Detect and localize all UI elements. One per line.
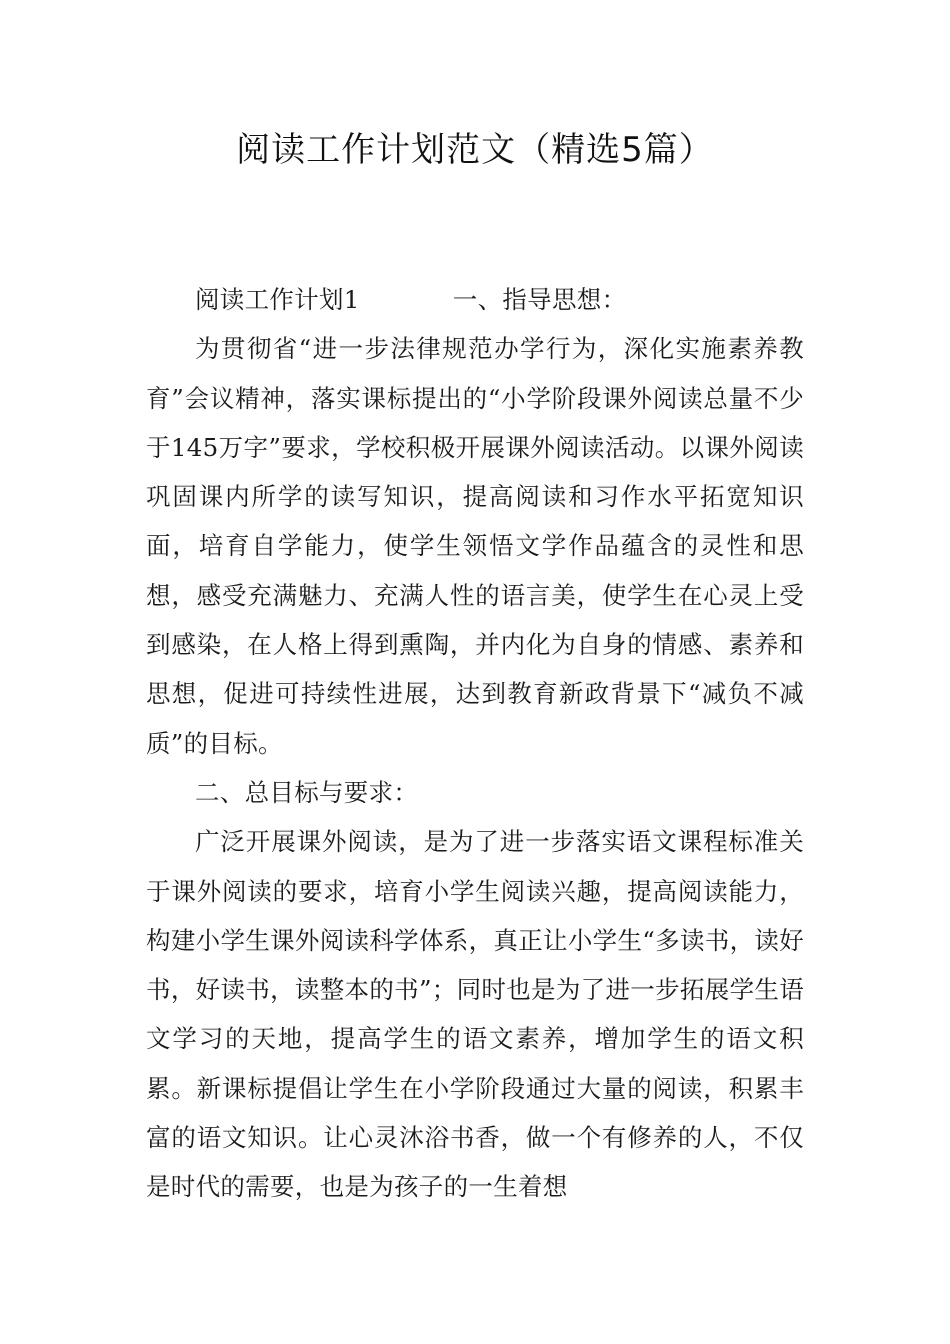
heading-guiding-ideology: 一、指导思想：	[452, 285, 627, 314]
heading-goals-requirements: 二、总目标与要求：	[195, 777, 419, 807]
paragraph-guiding-ideology: 为贯彻省“进一步法律规范办学行为，深化实施素养教育”会议精神，落实课标提出的“小学阶段课外阅读总量不少于145万字”要求，学校积极开展课外阅读活动。以课外阅读巩固课内所学的读写知识，提高阅读和习作水平拓宽知识面，培育自学能力，使学生领悟文学作品蕴含的灵性和思想，感受充满魅力、充满人性的语言美，使学生在心灵上受到感染，在人格上得到熏陶，并内化为自身的情感、素养和思想，促进可持续性进展，达到教育新政背景下“减负不减质”的目标。	[146, 334, 804, 758]
document-title: 阅读工作计划范文（精选5篇）	[236, 130, 714, 170]
section1-label: 阅读工作计划1	[195, 285, 360, 314]
section1-intro-line	[146, 275, 804, 324]
paragraph-goals-requirements: 广泛开展课外阅读，是为了进一步落实语文课程标准关于课外阅读的要求，培育小学生阅读兴趣，提高阅读能力，构建小学生课外阅读科学体系，真正让小学生“多读书，读好书，好读书，读整本的书”；同时也是为了进一步拓展学生语文学习的天地，提高学生的语文素养，增加学生的语文积累。新课标提倡让学生在小学阶段通过大量的阅读，积累丰富的语文知识。让心灵沐浴书香，做一个有修养的人，不仅是时代的需要，也是为孩子的一生着想	[146, 827, 804, 1202]
document-body	[146, 275, 804, 1212]
